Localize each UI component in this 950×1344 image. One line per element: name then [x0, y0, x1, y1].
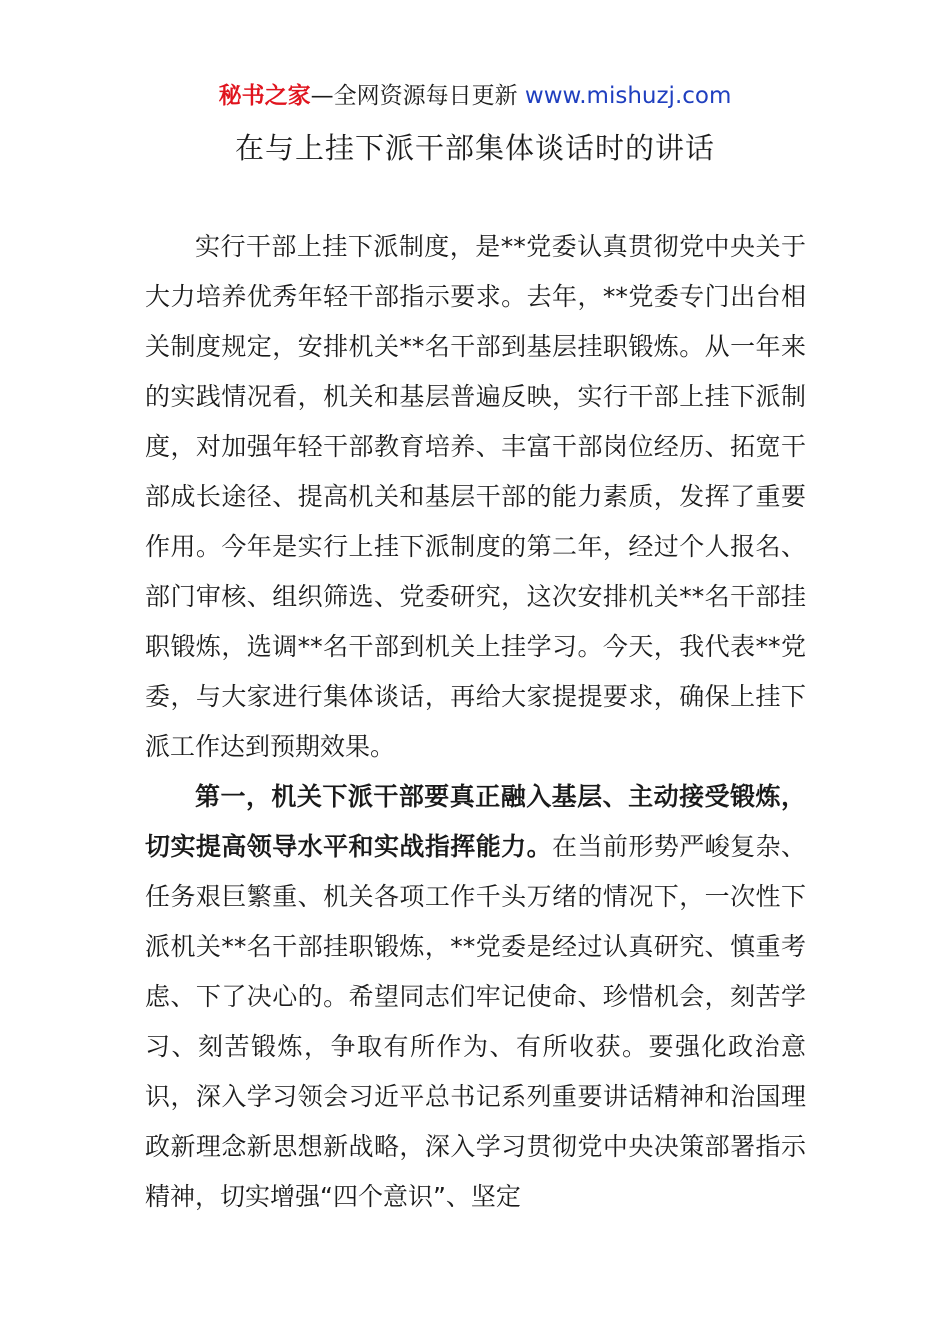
paragraph-lead: 第一，机关下派干部要真正融入基层、主动接受锻炼，切实提高领导水平和实战指挥能力。	[145, 782, 806, 861]
paragraph-text: 实行干部上挂下派制度，是**党委认真贯彻党中央关于大力培养优秀年轻干部指示要求。去年，**党委专门出台相关制度规定，安排机关**名干部到基层挂职锻炼。从一年来的实践情况看，机关和基层普遍反映，实行干部上挂下派制度，对加强年轻干部教育培养、丰富干部岗位经历、拓宽干部成长途径、提高机关和基层干部的能力素质，发挥了重要作用。今年是实行上挂下派制度的第二年，经过个人报名、部门审核、组织筛选、党委研究，这次安排机关**名干部挂职锻炼，选调**名干部到机关上挂学习。今天，我代表**党委，与大家进行集体谈话，再给大家提提要求，确保上挂下派工作达到预期效果。	[145, 232, 806, 761]
paragraph-first-point	[145, 772, 806, 1222]
brand-name: 秘书之家	[218, 83, 311, 109]
site-header	[0, 80, 950, 112]
paragraph-text: 在当前形势严峻复杂、任务艰巨繁重、机关各项工作千头万绪的情况下，一次性下派机关**名干部挂职锻炼，**党委是经过认真研究、慎重考虑、下了决心的。希望同志们牢记使命、珍惜机会，刻苦学习、刻苦锻炼，争取有所作为、有所收获。要强化政治意识，深入学习领会习近平总书记系列重要讲话精神和治国理政新理念新思想新战略，深入学习贯彻党中央决策部署指示精神，切实增强“四个意识”、坚定	[145, 832, 806, 1211]
document-body	[145, 222, 806, 1222]
site-url[interactable]: www.mishuzj.com	[524, 83, 732, 109]
header-slogan: —全网资源每日更新	[310, 83, 525, 109]
document-title: 在与上挂下派干部集体谈话时的讲话	[234, 131, 715, 165]
paragraph-intro	[145, 222, 806, 772]
